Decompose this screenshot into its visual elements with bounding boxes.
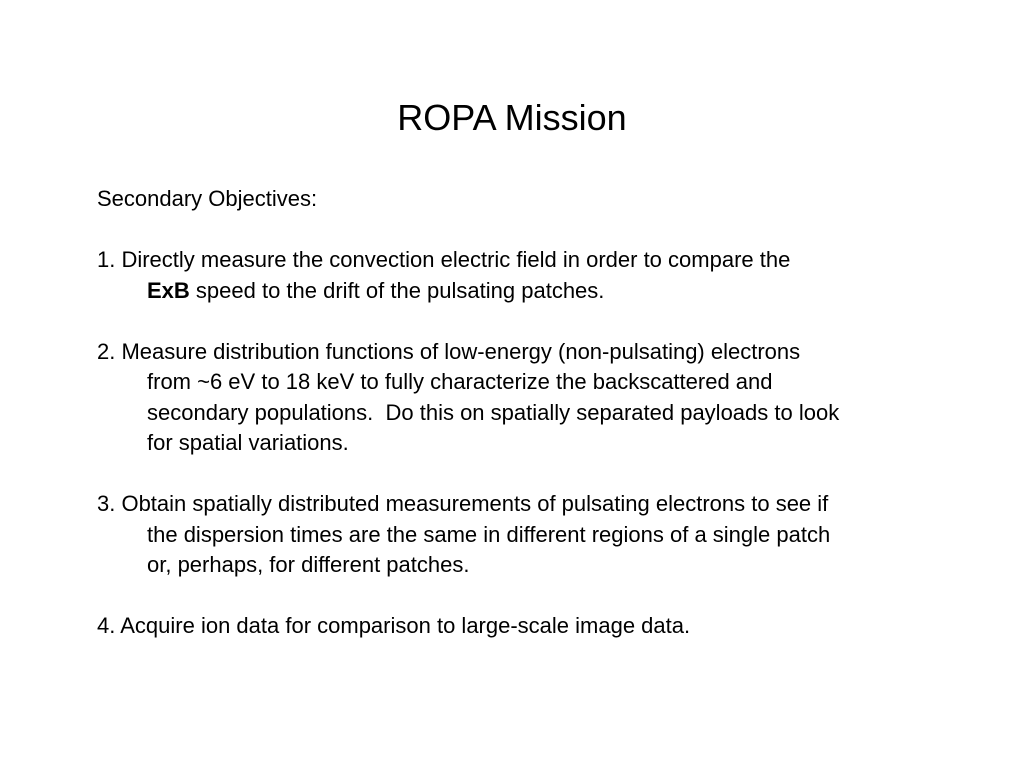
objective-1-line-2-text: speed to the drift of the pulsating patches. [189,277,605,303]
objective-1 [97,245,977,306]
objective-1-line-1: 1. Directly measure the convection electric field in order to compare the [97,247,791,272]
objective-4 [97,611,977,642]
objective-3 [97,489,977,581]
slide-title: ROPA Mission [397,97,627,138]
objective-2-line-4: for spatial variations. [147,430,349,455]
section-heading: Secondary Objectives: [97,186,318,211]
objective-4-line-1: 4. Acquire ion data for comparison to large-scale image data. [97,613,691,638]
objective-2-line-3: secondary populations. Do this on spatially separated payloads to look [147,399,840,425]
objective-3-line-2: the dispersion times are the same in different regions of a single patch [147,521,831,547]
exb-term: ExB [147,277,190,303]
slide-body [97,184,977,672]
objective-1-line-2 [97,276,977,307]
objective-2 [97,337,977,459]
objective-3-line-3: or, perhaps, for different patches. [147,552,470,577]
objective-2-line-2: from ~6 eV to 18 keV to fully characterize the backscattered and [147,369,773,394]
objective-3-line-1: 3. Obtain spatially distributed measurements of pulsating electrons to see if [97,491,829,516]
objective-2-line-1: 2. Measure distribution functions of low-energy (non-pulsating) electrons [97,338,801,364]
